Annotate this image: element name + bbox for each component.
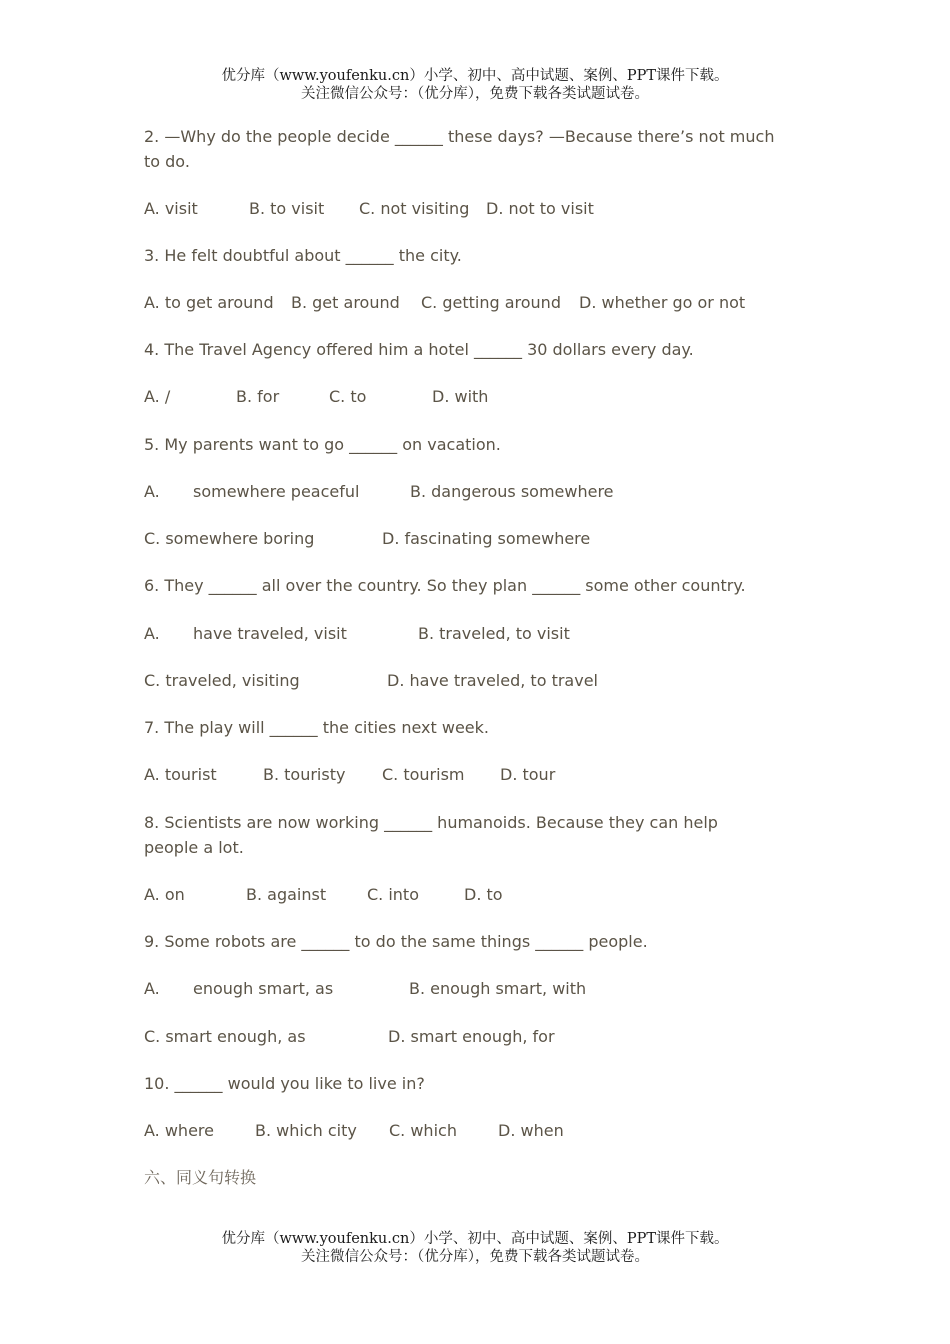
option-d: D. to xyxy=(464,885,503,904)
question-4-stem: 4. The Travel Agency offered him a hotel ______ 30 dollars every day. xyxy=(144,340,694,359)
option-d: D. when xyxy=(498,1121,564,1140)
option-a: A. to get around xyxy=(144,293,274,312)
option-c: C. somewhere boring xyxy=(144,529,315,548)
option-a-label: A. xyxy=(144,624,160,643)
option-a-text: have traveled, visit xyxy=(193,624,347,643)
option-d: D. tour xyxy=(500,765,556,784)
question-10-stem: 10. ______ would you like to live in? xyxy=(144,1074,425,1093)
question-8-stem-line-2: people a lot. xyxy=(144,838,244,857)
section-title: 六、同义句转换 xyxy=(144,1168,257,1187)
option-a-label: A. xyxy=(144,482,160,501)
page-footer xyxy=(0,1230,950,1266)
option-a: A. where xyxy=(144,1121,214,1140)
option-c: C. getting around xyxy=(421,293,561,312)
option-d: D. fascinating somewhere xyxy=(382,529,591,548)
option-d: D. have traveled, to travel xyxy=(387,671,598,690)
option-d: D. not to visit xyxy=(486,199,594,218)
option-c: C. to xyxy=(329,387,367,406)
option-c: C. into xyxy=(367,885,419,904)
option-c: C. smart enough, as xyxy=(144,1027,306,1046)
question-5-stem: 5. My parents want to go ______ on vacation. xyxy=(144,435,501,454)
option-c: C. not visiting xyxy=(359,199,470,218)
option-a-label: A. xyxy=(144,979,160,998)
page-header xyxy=(0,67,950,103)
option-a-text: somewhere peaceful xyxy=(193,482,360,501)
option-d: D. smart enough, for xyxy=(388,1027,555,1046)
option-a-text: enough smart, as xyxy=(193,979,334,998)
option-b: B. against xyxy=(246,885,327,904)
option-a: A. visit xyxy=(144,199,198,218)
option-b: B. get around xyxy=(291,293,400,312)
option-b: B. touristy xyxy=(263,765,346,784)
option-c: C. traveled, visiting xyxy=(144,671,300,690)
option-d: D. whether go or not xyxy=(579,293,746,312)
footer-line-2: 关注微信公众号：（优分库），免费下载各类试题试卷。 xyxy=(301,1249,649,1265)
footer-line-1: 优分库（www.youfenku.cn）小学、初中、高中试题、案例、PPT课件下载。 xyxy=(221,1231,729,1247)
header-line-1: 优分库（www.youfenku.cn）小学、初中、高中试题、案例、PPT课件下载。 xyxy=(221,68,729,84)
option-c: C. which xyxy=(389,1121,457,1140)
header-line-2: 关注微信公众号：（优分库），免费下载各类试题试卷。 xyxy=(301,86,649,102)
question-7-stem: 7. The play will ______ the cities next week. xyxy=(144,718,489,737)
question-8-stem-line-1: 8. Scientists are now working ______ humanoids. Because they can help xyxy=(144,813,718,832)
option-b: B. dangerous somewhere xyxy=(410,482,614,501)
question-6-stem: 6. They ______ all over the country. So they plan ______ some other country. xyxy=(144,576,746,595)
option-b: B. which city xyxy=(255,1121,357,1140)
question-2-stem-line-1: 2. —Why do the people decide ______ these days? —Because there’s not much xyxy=(144,127,775,146)
question-9-stem: 9. Some robots are ______ to do the same things ______ people. xyxy=(144,932,648,951)
question-3-stem: 3. He felt doubtful about ______ the city. xyxy=(144,246,462,265)
question-2-stem-line-2: to do. xyxy=(144,152,190,171)
option-d: D. with xyxy=(432,387,489,406)
option-a: A. / xyxy=(144,387,171,406)
option-c: C. tourism xyxy=(382,765,465,784)
option-b: B. traveled, to visit xyxy=(418,624,570,643)
option-a: A. on xyxy=(144,885,185,904)
option-b: B. to visit xyxy=(249,199,325,218)
option-b: B. for xyxy=(236,387,280,406)
option-a: A. tourist xyxy=(144,765,217,784)
option-b: B. enough smart, with xyxy=(409,979,587,998)
